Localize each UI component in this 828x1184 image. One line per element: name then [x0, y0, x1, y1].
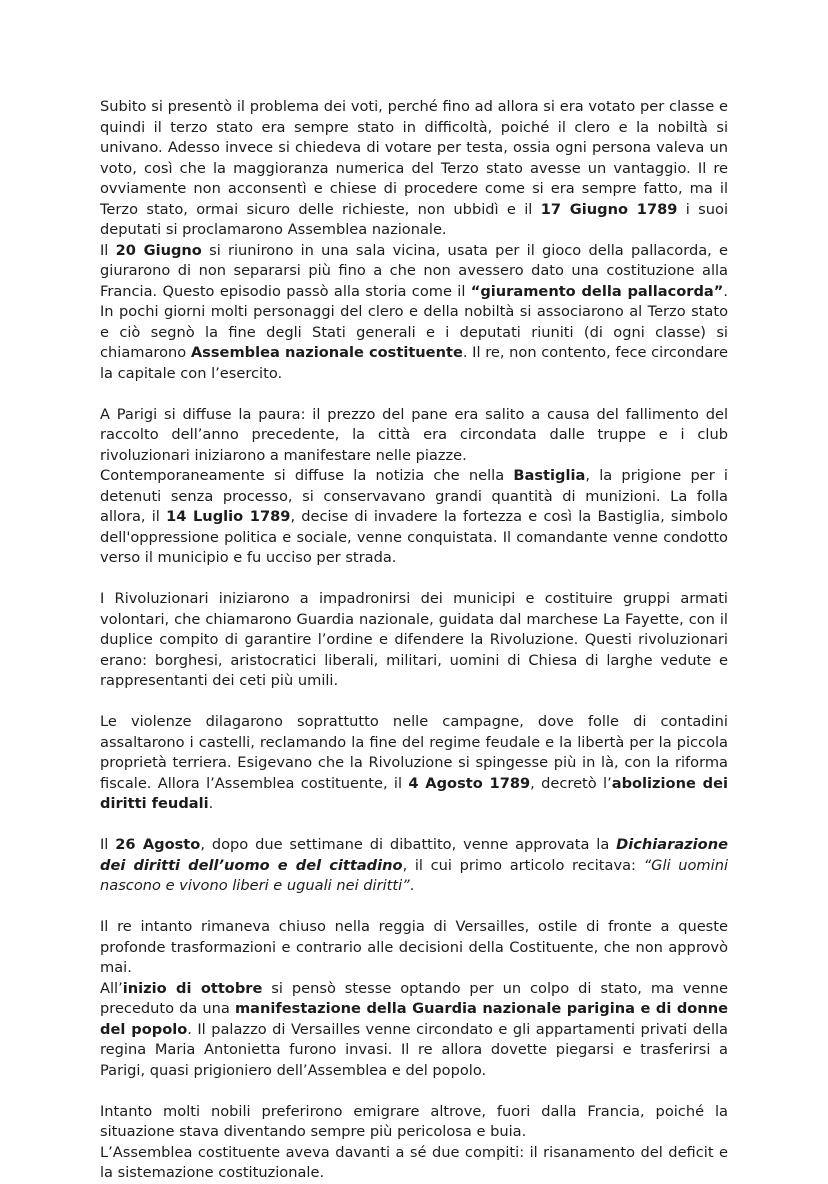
paragraph-p4 — [100, 466, 728, 569]
bold-run: 17 Giugno 1789 — [540, 200, 678, 218]
paragraph-p3 — [100, 405, 728, 467]
bold-run: abolizione dei diritti feudali — [100, 774, 728, 812]
paragraph-p9 — [100, 979, 728, 1082]
paragraph-p2 — [100, 241, 728, 385]
paragraph-p5 — [100, 589, 728, 692]
text-run: Le violenze dilagarono soprattutto nelle campagne, dove folle di contadini assaltarono i castelli, reclamando la fine del regime feudale e la libertà per la piccola proprietà terriera. Esigevano che la Rivoluzione si spingesse più in là, con la riforma fiscale. Allora l’Assemblea costituente, il — [100, 713, 728, 792]
bold-run: “giuramento della pallacorda” — [470, 282, 724, 300]
text-run: Il re intanto rimaneva chiuso nella reggia di Versailles, ostile di fronte a queste profonde trasformazioni e contrario alle decisioni della Costituente, che non approvò mai. — [100, 918, 728, 976]
text-run: Intanto molti nobili preferirono emigrare altrove, fuori dalla Francia, poiché la situazione stava diventando sempre più pericolosa e buia. — [100, 1102, 728, 1140]
text-run: All’ — [100, 979, 123, 997]
text-run: si pensò stesse optando per un colpo di stato, ma venne preceduto da una — [100, 979, 728, 1017]
paragraph-p7 — [100, 835, 728, 897]
text-run: , la prigione per i detenuti senza processo, si conservavano grandi quantità di munizioni. La folla allora, il — [100, 467, 728, 525]
text-run: , decise di invadere la fortezza e così la Bastiglia, simbolo dell'oppressione politica e sociale, venne conquistata. Il comandante venne condotto verso il municipio e fu ucciso per strada. — [100, 508, 728, 566]
bold-run: 20 Giugno — [115, 241, 202, 259]
paragraph-p11 — [100, 1143, 728, 1184]
text-run: , il cui primo articolo recitava: — [402, 856, 644, 874]
text-run: si riunirono in una sala vicina, usata per il gioco della pallacorda, e giurarono di non separarsi più fino a che non avessero dato una costituzione alla Francia. Questo episodio passò alla storia come il — [100, 241, 729, 300]
paragraph-p6 — [100, 712, 728, 815]
text-run: , decretò l’ — [530, 774, 612, 792]
bold-run: 14 Luglio 1789 — [166, 508, 291, 525]
text-run: Contemporaneamente si diffuse la notizia che nella — [100, 467, 514, 484]
bold-run: Assemblea nazionale costituente — [190, 344, 463, 361]
italic-run: “Gli uomini nascono e vivono liberi e uguali nei diritti” — [100, 856, 728, 894]
bold-run: manifestazione della Guardia nazionale parigina e di donne del popolo — [100, 1000, 728, 1038]
text-run: L’Assemblea costituente aveva davanti a sé due compiti: il risanamento del deficit e la sistemazione costituzionale. — [100, 1143, 728, 1181]
text-run: A Parigi si diffuse la paura: il prezzo del pane era salito a causa del fallimento del raccolto dell’anno precedente, la città era circondata dalle truppe e i club rivoluzionari iniziarono a manifestare nelle piazze. — [100, 405, 728, 464]
text-run: Il — [100, 241, 116, 259]
paragraph-p8 — [100, 917, 728, 979]
text-run: . In pochi giorni molti personaggi del clero e della nobiltà si associarono al Terzo stato e ciò segnò la fine degli Stati generali e i deputati riuniti (di ogni classe) si chiamarono — [100, 282, 728, 361]
text-run: . — [208, 795, 214, 812]
document-page — [100, 97, 728, 1184]
bold-run: Bastiglia — [513, 467, 586, 484]
paragraph-p10 — [100, 1102, 728, 1143]
text-run: I Rivoluzionari iniziarono a impadronirsi dei municipi e costituire gruppi armati volontari, che chiamarono Guardia nazionale, guidata dal marchese La Fayette, con il duplice compito di garantire l’ordine e difendere la Rivoluzione. Questi rivoluzionari erano: borghesi, aristocratici liberali, militari, uomini di Chiesa di larghe vedute e rappresentanti dei ceti più umili. — [100, 590, 728, 689]
bold-run: 26 Agosto — [115, 836, 201, 853]
text-run: Il — [100, 836, 116, 853]
text-run: . Il palazzo di Versailles venne circondato e gli appartamenti privati della regina Maria Antonietta furono invasi. Il re allora dovette piegarsi e trasferirsi a Parigi, quasi prigioniero dell’Assemblea e del popolo. — [100, 1020, 728, 1079]
text-run: i suoi deputati si proclamarono Assemblea nazionale. — [100, 200, 729, 238]
text-run: Subito si presentò il problema dei voti, perché fino ad allora si era votato per classe e quindi il terzo stato era sempre stato in difficoltà, poiché il clero e la nobiltà si univano. Adesso invece si chiedeva di votare per testa, ossia ogni persona valeva un voto, così che la maggioranza numerica del Terzo stato avesse un vantaggio. Il re ovviamente non acconsentì e chiese di procedere come si era sempre fatto, ma il Terzo stato, ormai sicuro delle richieste, non ubbidì e il — [100, 98, 728, 218]
text-run: . Il re, non contento, fece circondare la capitale con l’esercito. — [100, 344, 728, 382]
bold-run: 4 Agosto 1789 — [408, 774, 531, 792]
emphasis-text: Dichiarazione dei diritti dell’uomo e del cittadino — [100, 836, 728, 874]
paragraph-p1 — [100, 97, 728, 241]
text-run: . — [409, 877, 415, 894]
text-run: , dopo due settimane di dibattito, venne approvata la — [200, 836, 617, 853]
bold-run: inizio di ottobre — [122, 979, 263, 997]
